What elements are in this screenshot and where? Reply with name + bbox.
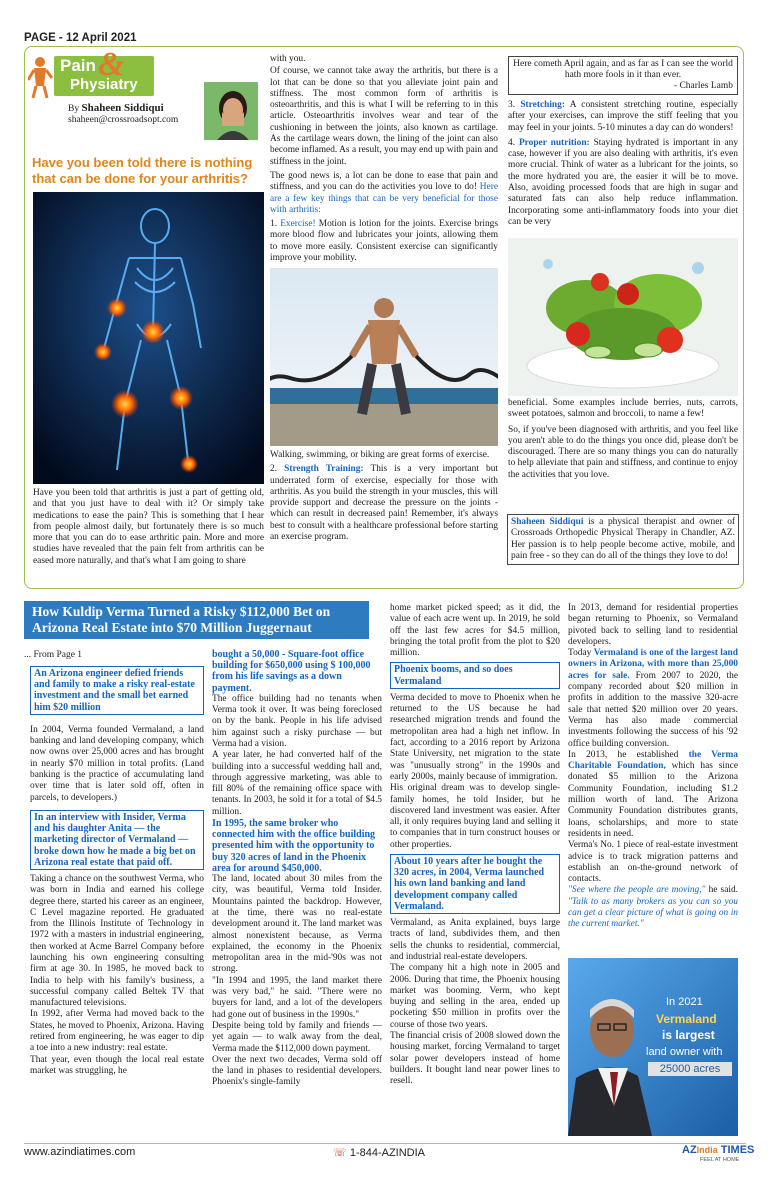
article-title bbox=[32, 604, 330, 636]
c1-p2: Taking a chance on the southwest Verma, who was born in India and earned his college degree there, started his career as an engineer, C Level magazine reported. He graduated from the Illinois Institute of Technology in 1972 with a masters in industrial engineering, then worked at Acme Barrel Company before launching his own engineering consulting firm at age 30. In 1985, he moved back to India to help with his family's business, a successful company called Beltek TV that manufactured televisions. bbox=[30, 873, 204, 1009]
column-intro: Have you been told that arthritis is just a part of getting old, and that you just have to deal with it? Or simply take medications to ease the pain? This is something that I hear from people almost daily, but fortunately there is so much more that you can do to ease arthritic pain. More and more studies have revealed that the pain felt from arthritis can be eased more naturally, and that's what I am going to share bbox=[33, 488, 264, 566]
c3-p6: The financial crisis of 2008 slowed down the housing market, forcing Vermaland to target solar power developers instead of home builders. It bought land near power lines to resell. bbox=[390, 1031, 560, 1087]
from-page-note: ... From Page 1 bbox=[24, 650, 83, 660]
c3-p1: home market picked speed; as it did, the value of each acre went up. In 2019, he sold off the last few acres for $4.5 million, bringing the total profit from the plot to $20 million. bbox=[390, 603, 560, 659]
footer-divider bbox=[24, 1143, 746, 1144]
c4-q1: "See where the people are moving," bbox=[568, 885, 706, 896]
logo-az: AZ bbox=[682, 1144, 697, 1156]
col2-p3 bbox=[270, 171, 498, 216]
photo-year: In 2021 bbox=[666, 996, 703, 1008]
man-exercising-icon bbox=[270, 268, 498, 446]
pull-quote-4: About 10 years after he bought the 320 acres, in 2004, Verma launched his own land banking and land development company called Vermaland. bbox=[390, 854, 560, 914]
article-col2 bbox=[212, 649, 382, 1089]
c3-p5: The company hit a high note in 2005 and 2006. During that time, the Phoenix housing market was booming. Verm, who kept buying and selling in the area, ended up pocketing $50 million in profits over the course of those two years. bbox=[390, 963, 560, 1030]
column-col2-bottom bbox=[270, 450, 498, 544]
phone-icon: ☏ bbox=[333, 1147, 347, 1159]
c2-p5: Despite being told by family and friends — yet again — to walk away from the deal, Verma made the $112,000 down payment. bbox=[212, 1020, 382, 1054]
c4-q2: "Talk to as many brokers as you can so you can get a clear picture of what is going on in the current market." bbox=[568, 896, 738, 930]
bio-text: is a physical therapist and owner of Crossroads Orthopedic Physical Therapy in Chandler, AZ. Her passion is to help people become active, mobile, and pain free - so they can do all of the things they love to do! bbox=[511, 517, 736, 561]
c2-p2: A year later, he had converted half of the building into a successful wedding hall and, through aggressive marketing, was able to fill 80% of the remaining office space with tenants. In 2003, he sold it for a total of $4.5 million. bbox=[212, 750, 382, 817]
logo-times: TIMES bbox=[720, 1144, 755, 1156]
col2-p2: Of course, we cannot take away the arthritis, but there is a lot that can be done so that you alleviate joint pain and stiffness. The most common form of arthritis is osteoarthritis, and this is what I will be referring to in this article. Osteoarthritis involves wear and tear of the cushioning in between the joints, also known as cartilage. As the cartilage wears down, the lining of the joint can also become inflamed. As a result, you may end up with pain and stiffness in the joint. bbox=[270, 66, 498, 167]
subhead-phoenix-booms: Phoenix booms, and so does Vermaland bbox=[390, 662, 560, 688]
article-col3 bbox=[390, 603, 560, 1088]
item1-label: 1. bbox=[270, 219, 278, 230]
byline-prefix: By bbox=[68, 104, 80, 114]
article-title-bar bbox=[24, 601, 369, 639]
item3-text: A consistent stretching routine, especially after your exercises, can improve the stiff feeling that you may feel in your joints. 5-10 minutes a day can do wonders! bbox=[508, 100, 738, 133]
c4-quote-para bbox=[568, 885, 738, 930]
item1-title: Exercise! bbox=[280, 219, 316, 230]
kuldip-verma-photo bbox=[568, 958, 738, 1136]
item2-label: 2. bbox=[270, 464, 278, 475]
arthritis-skeleton-image bbox=[33, 192, 264, 484]
c4-p3a: In 2013, he established bbox=[568, 749, 679, 760]
article-title-line1: How Kuldip Verma Turned a Risky $112,000 Bet on bbox=[32, 604, 331, 619]
col3-after-image: beneficial. Some examples include berries, nuts, carrots, sweet potatoes, salmon and broccoli, to name a few! bbox=[508, 398, 738, 420]
vegetables-icon bbox=[508, 238, 738, 396]
c4-p1: In 2013, demand for residential properties began returning to Phoenix, so Vermaland pivoted back to selling land to residential developers. bbox=[568, 603, 738, 647]
c3-p3: His original dream was to develop single-family homes, he told Insider, but he discovered land investment was easier. After all, it only requires buying land and selling it to companies that in turn construct houses or other properties. bbox=[390, 783, 560, 850]
footer-phone-group bbox=[333, 1146, 425, 1159]
c1-p1: In 2004, Verma founded Vermaland, a land banking and land developing company, which now owns over 25,000 acres and has brought in nearly $70 million in total profits. (Land banking is the practice of accumulating land over time that is later sold off, often in parcels, to developers.) bbox=[30, 724, 204, 803]
quote-text: Here cometh April again, and as far as I can see the world hath more fools in it than ever. bbox=[513, 59, 733, 80]
c4-today-para bbox=[568, 648, 738, 750]
logo-india: India bbox=[696, 1145, 718, 1155]
author-bio-box bbox=[507, 514, 739, 565]
stretching-item bbox=[508, 100, 738, 134]
quote-box bbox=[508, 56, 738, 95]
c4-foundation-para bbox=[568, 750, 738, 840]
item4-title: Proper nutrition: bbox=[518, 137, 590, 148]
photo-acres: 25000 acres bbox=[648, 1062, 732, 1076]
photo-line2: is largest bbox=[662, 1028, 715, 1042]
c2-p3: The land, located about 30 miles from the city, was beautiful, Verma told Insider. Mountains painted the backdrop. However, at the time, there was no real-estate development around it. The land market was almost nonexistent because, as Verma explained, the economy in the Phoenix metropolitan area in the mid-'90s was not strong. bbox=[212, 874, 382, 975]
item4-label: 4. bbox=[508, 137, 516, 148]
author-photo bbox=[202, 80, 260, 142]
c4-p4: Verma's No. 1 piece of real-estate investment advice is to track migration patterns and establish an on-the-ground network of contacts. bbox=[568, 840, 738, 885]
exercise-battle-ropes-image bbox=[270, 268, 498, 446]
exercise-item bbox=[270, 219, 498, 264]
article-col4 bbox=[568, 603, 738, 931]
byline bbox=[68, 102, 164, 115]
c2-p6: Over the next two decades, Verma sold off the land in phases to residential developers. Phoenix's single-family bbox=[212, 1054, 382, 1088]
pull-quote-2: In an interview with Insider, Verma and his daughter Anita — the marketing director of Vermaland — broke down how he made a big bet on Arizona real estate that paid off. bbox=[30, 810, 204, 870]
logo-tagline: FEEL AT HOME bbox=[700, 1157, 740, 1163]
logo-word-pain: Pain bbox=[60, 56, 96, 75]
author-name: Shaheen Siddiqui bbox=[81, 102, 164, 114]
pain-physiatry-logo bbox=[28, 46, 210, 100]
column-col3-top bbox=[508, 100, 738, 229]
nutrition-item bbox=[508, 138, 738, 228]
skeleton-figure-icon bbox=[33, 192, 264, 484]
c4-p2: From 2007 to 2020, the company recorded about $20 million in profits in addition to the massive 320-acre sale that netted $20 million over 20 years. Verma has also made commercial investments following the success of his '92 office building conversion. bbox=[568, 670, 739, 749]
c3-p4: Vermaland, as Anita explained, buys large tracts of land, subdivides them, and then sells the chunks to residential, commercial, and industrial real-estate developers. bbox=[390, 918, 560, 962]
item2-title: Strength Training: bbox=[284, 464, 364, 475]
item2-text: This is a very important but underrated form of exercise, especially for those with arthritis. As you build the strength in your muscles, this will provide support and decrease the pressure on the joints - which can result in decreased pain! Remember, it's always best to consult with a healthcare professional before starting an exercise program. bbox=[270, 464, 499, 543]
c1-p3: In 1992, after Verma had moved back to the States, he moved to Phoenix, Arizona. Having retired from engineering, he was eager to dip a toe into a new industry: real estate. bbox=[30, 1009, 204, 1054]
bio-name: Shaheen Siddiqui bbox=[511, 517, 584, 527]
page-label: PAGE - 12 April 2021 bbox=[24, 32, 137, 44]
footer-phone[interactable]: 1-844-AZINDIA bbox=[349, 1147, 426, 1159]
col2-p3b: Here are a few key things that can be very beneficial for those with arthritis: bbox=[270, 182, 498, 215]
item3-label: 3. bbox=[508, 100, 516, 110]
pull-quote-3: In 1995, the same broker who connected him with the office building presented him with the opportunity to buy 320 acres of land in the Phoenix area for around $450,000. bbox=[212, 818, 376, 874]
photo-brand: Vermaland bbox=[656, 1012, 717, 1026]
quote-attribution: - Charles Lamb bbox=[673, 81, 733, 91]
footer-website[interactable]: www.azindiatimes.com bbox=[24, 1146, 136, 1158]
item3-title: Stretching: bbox=[520, 100, 565, 110]
column-headline: Have you been told there is nothing that can be done for your arthritis? bbox=[32, 155, 253, 186]
c1-p4: That year, even though the local real estate market was struggling, he bbox=[30, 1054, 204, 1076]
c4-bold-1: Vermaland is one of the largest land owners in Arizona, with more than 25,000 acres for sale. bbox=[568, 648, 738, 681]
c4-p3c: which has since donated $5 million to the Arizona Community Foundation, including $1.2 million worth of land. The Arizona Community Foundation distributes grants, loans, scholarships, and more to state residents in need. bbox=[568, 761, 738, 839]
column-col3-bottom bbox=[508, 398, 738, 482]
c2-p1: The office building had no tenants when Verma took it over. It was being foreclosed on by the bank. People in his life advised him against such a risky purchase — but Verma had a vision. bbox=[212, 693, 382, 749]
col2-after-image: Walking, swimming, or biking are great forms of exercise. bbox=[270, 450, 490, 460]
col2-p1: with you. bbox=[270, 54, 306, 64]
c4-q1b: he said. bbox=[708, 885, 739, 896]
photo-line3: land owner with bbox=[646, 1046, 723, 1058]
item4-text: Staying hydrated is important in any case, however if you are also dealing with arthritis, it's even more crucial. Think of water as a lubricant for the joints, so the more hydrated you are, the easier it will be to move. Also, avoiding processed foods that are high in sugar and saturated fats can also help reduce inflammation. Incorporating some anti-inflammatory foods into your diet can be very bbox=[508, 137, 739, 227]
author-email[interactable]: shaheen@crossroadsopt.com bbox=[68, 115, 179, 125]
logo-ampersand: & bbox=[98, 46, 125, 83]
healthy-salad-image bbox=[508, 238, 738, 396]
c2-bold-1: bought a 50,000 - Square-foot office building for $650,000 using $ 100,000 from his life savings as a down payment. bbox=[212, 649, 371, 694]
article-col1 bbox=[30, 666, 204, 1077]
logo-word-physiatry: Physiatry bbox=[70, 76, 138, 93]
strength-item bbox=[270, 464, 498, 543]
col2-p3a: The good news is, a lot can be done to ease that pain and stiffness, and you can do the activities you love to do! bbox=[270, 170, 498, 193]
article-title-line2: Arizona Real Estate into $70 Million Juggernaut bbox=[32, 620, 312, 635]
c2-p4: "In 1994 and 1995, the land market there was very bad," he said. "There were no buyers for land, and a lot of the developers had gone out of business in the 1990s." bbox=[212, 975, 382, 1020]
item1-text: Motion is lotion for the joints. Exercise brings more blood flow and lubricates your joints, allowing them to move more easily. Consistent exercise can significantly improve your mobility. bbox=[270, 219, 498, 264]
pull-quote-1: An Arizona engineer defied friends and family to make a risky real-estate investment and the small bet earned him $20 million bbox=[30, 666, 204, 715]
c4-p3b: the Verma Charitable Foundation, bbox=[568, 749, 738, 772]
footer-logo bbox=[682, 1144, 754, 1156]
author-avatar-icon bbox=[204, 82, 260, 142]
col3-p2: So, if you've been diagnosed with arthritis, and you feel like you aren't able to do the things you once did, please don't be discouraged. There are so many things you can do naturally to help alleviate that pain and stiffness, and continue to enjoy the activities that you love. bbox=[508, 424, 738, 480]
c3-p2: Verma decided to move to Phoenix when he returned to the US because he had researched migration trends and found the metropolitan area had a high net inflow. In fact, according to a 2016 report by Arizona State University, net migration to the state was "unusually strong" in the 1990s and early 2000s, mainly because of immigration. bbox=[390, 692, 560, 782]
column-col2-top bbox=[270, 54, 498, 265]
c4-today: Today bbox=[568, 648, 592, 659]
